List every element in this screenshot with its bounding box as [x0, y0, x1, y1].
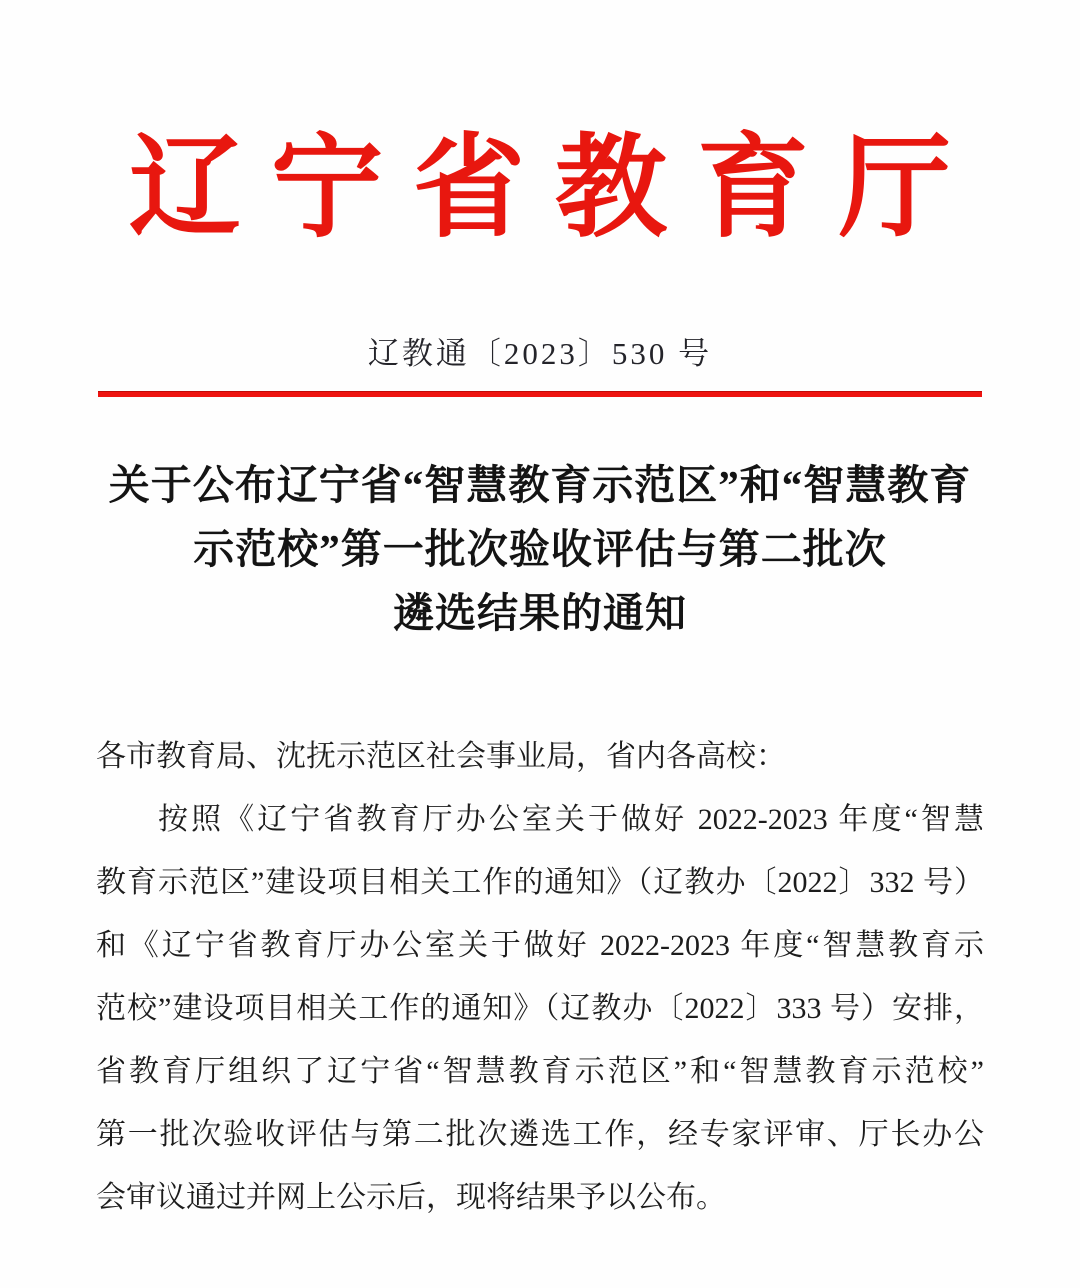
body-line-3: 和《辽宁省教育厅办公室关于做好 2022-2023 年度“智慧教育示 — [96, 928, 984, 962]
notice-title-line-2: 示范校”第一批次验收评估与第二批次 — [193, 525, 887, 572]
document-number: 辽教通〔2023〕530 号 — [367, 336, 713, 372]
notice-title-line-1: 关于公布辽宁省“智慧教育示范区”和“智慧教育 — [108, 461, 972, 508]
notice-title — [0, 453, 1080, 645]
red-divider — [98, 391, 982, 397]
body-line-4: 范校”建设项目相关工作的通知》（辽教办〔2022〕333 号）安排， — [96, 991, 984, 1025]
agency-masthead: 辽宁省教育厅 — [129, 127, 981, 251]
body-line-6: 第一批次验收评估与第二批次遴选工作，经专家评审、厅长办公 — [96, 1117, 984, 1151]
notice-title-line-3: 遴选结果的通知 — [393, 589, 687, 636]
body-line-7: 会审议通过并网上公示后，现将结果予以公布。 — [96, 1180, 726, 1214]
notice-body — [96, 725, 984, 1229]
body-line-2: 教育示范区”建设项目相关工作的通知》（辽教办〔2022〕332 号） — [96, 865, 984, 899]
body-line-5: 省教育厅组织了辽宁省“智慧教育示范区”和“智慧教育示范校” — [96, 1054, 984, 1088]
salutation-line: 各市教育局、沈抚示范区社会事业局，省内各高校： — [96, 739, 786, 773]
body-line-1: 按照《辽宁省教育厅办公室关于做好 2022-2023 年度“智慧 — [158, 802, 984, 836]
